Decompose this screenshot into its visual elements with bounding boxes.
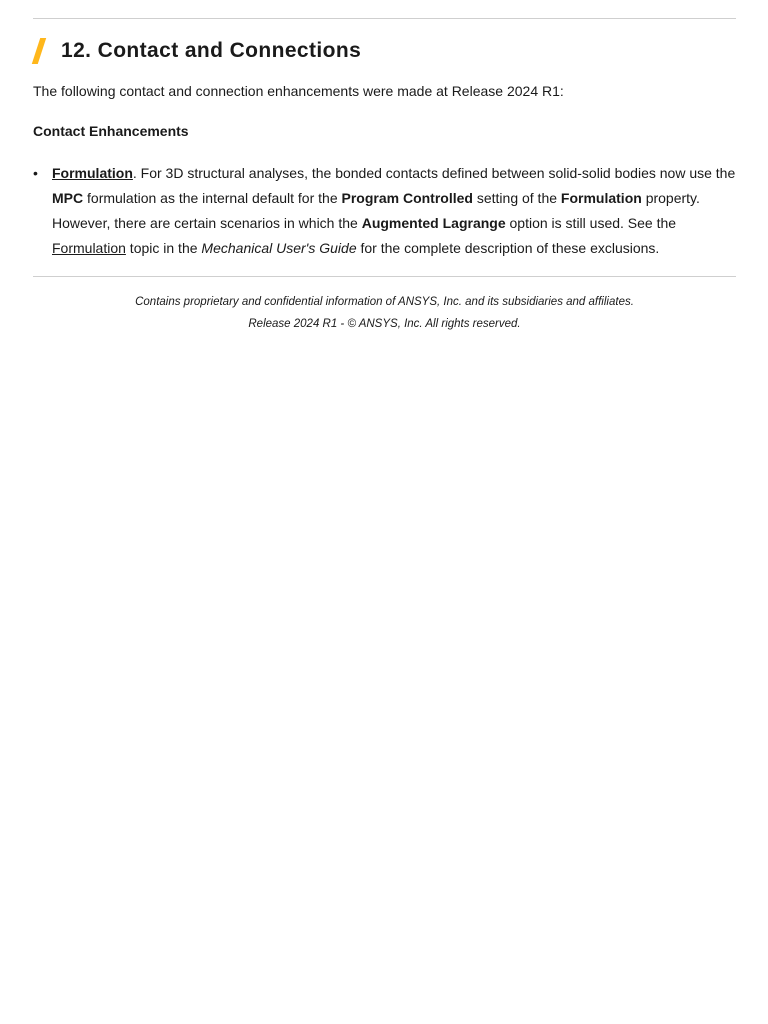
- footer-confidentiality: Contains proprietary and confidential information of ANSYS, Inc. and its subsidiaries and affiliates.: [135, 296, 634, 308]
- accent-slash-icon: [33, 38, 45, 64]
- item-text: setting of the: [472, 190, 561, 206]
- item-italic-text: Mechanical User's Guide: [201, 240, 357, 256]
- item-bold-text: Program Controlled: [341, 190, 473, 206]
- formulation-topic-link[interactable]: Formulation: [52, 240, 126, 256]
- bottom-divider: [33, 276, 736, 277]
- item-text: . For 3D structural analyses, the bonded contacts defined between solid-solid bodies now use the: [132, 165, 736, 181]
- page-footer: [33, 296, 736, 330]
- top-divider: [33, 18, 736, 19]
- item-bold-text: Formulation: [560, 190, 642, 206]
- footer-copyright: Release 2024 R1 - © ANSYS, Inc. All rights reserved.: [248, 318, 521, 330]
- enhancement-list: [33, 161, 736, 261]
- item-text: option is still used. See the: [505, 215, 677, 231]
- page-title: 12. Contact and Connections: [61, 39, 362, 62]
- document-page: [33, 0, 736, 330]
- item-text: property. However, there are certain scenarios in which the: [52, 190, 700, 231]
- subsection-heading: Contact Enhancements: [33, 123, 189, 139]
- formulation-link[interactable]: Formulation: [52, 165, 133, 181]
- item-text: formulation as the internal default for the: [83, 190, 342, 206]
- intro-paragraph: The following contact and connection enhancements were made at Release 2024 R1:: [33, 83, 564, 99]
- list-item: [33, 161, 736, 261]
- section-heading: [33, 37, 736, 65]
- item-bold-text: Augmented Lagrange: [361, 215, 506, 231]
- item-text: for the complete description of these exclusions.: [356, 240, 660, 256]
- item-text: topic in the: [125, 240, 202, 256]
- item-bold-text: MPC: [52, 190, 84, 206]
